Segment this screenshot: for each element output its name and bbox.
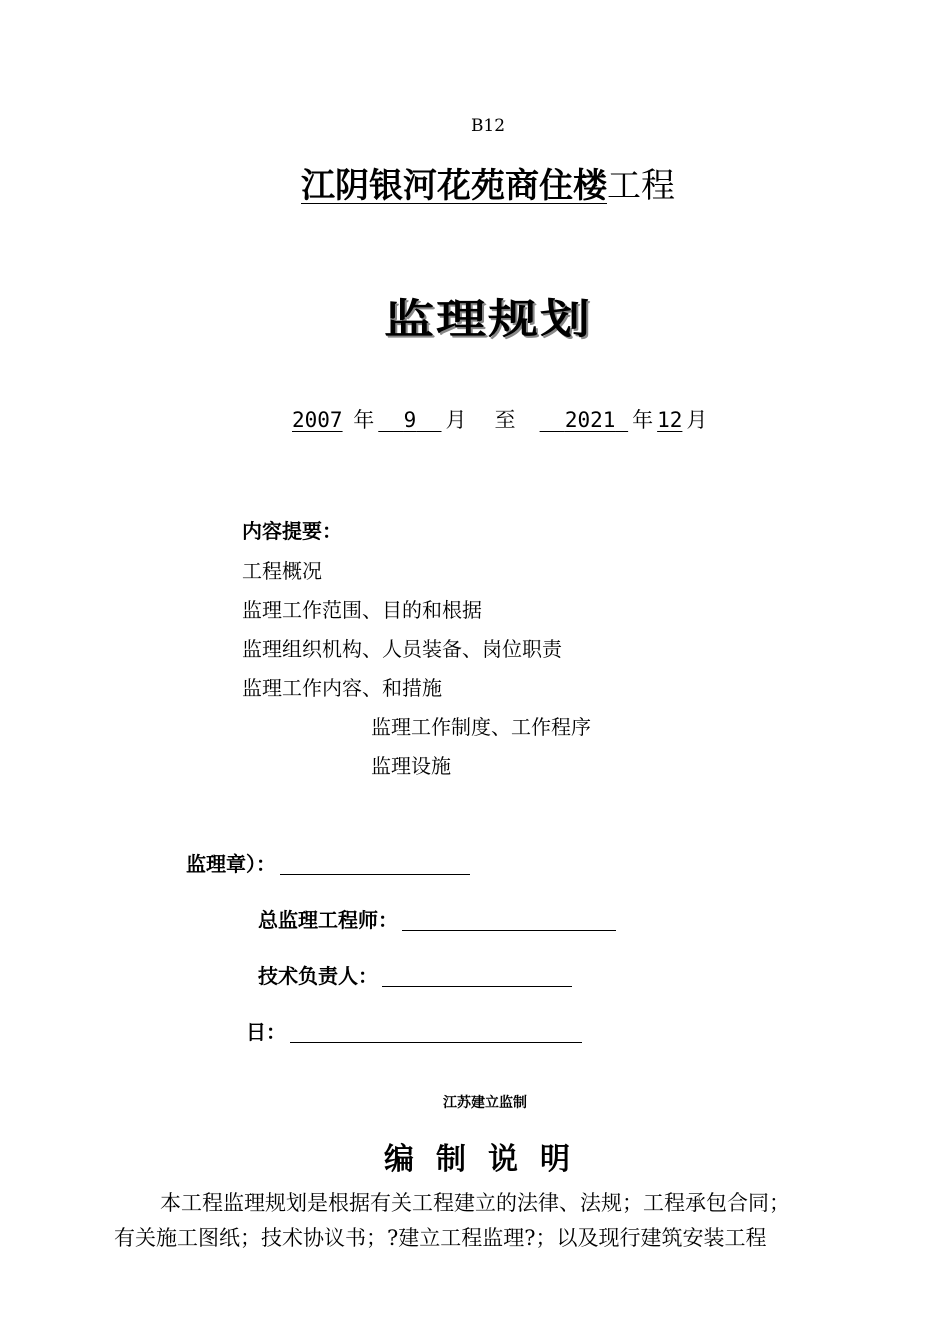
year-unit: 年: [353, 408, 375, 432]
seal-line[interactable]: [280, 854, 470, 875]
seal-label: 监理章）：: [186, 852, 276, 876]
notes-paragraph-line-2: 有关施工图纸；技术协议书；?建立工程监理?；以及现行建筑安装工程: [114, 1226, 767, 1250]
notes-title: 编制说明: [384, 1142, 592, 1177]
start-month: 9: [403, 408, 417, 432]
summary-item: 监理工作范围、目的和根据: [242, 598, 482, 622]
tech-lead-label: 技术负责人：: [258, 964, 378, 988]
summary-heading: 内容提要：: [242, 519, 342, 543]
start-year: 2007: [292, 408, 343, 432]
project-title: [0, 158, 950, 207]
project-suffix: 工程: [607, 166, 675, 206]
chief-engineer-row: [258, 904, 616, 933]
summary-item: 监理设施: [371, 754, 451, 778]
end-year: 2021: [564, 408, 616, 432]
tech-lead-row: [258, 960, 572, 989]
date-row: [246, 1016, 582, 1045]
project-name: 江阴银河花苑商住楼: [301, 166, 607, 206]
plan-title: 监理规划: [384, 295, 592, 344]
date-label: 日：: [246, 1020, 286, 1044]
tech-lead-line[interactable]: [382, 966, 572, 987]
summary-item: 监理组织机构、人员装备、岗位职责: [242, 637, 562, 661]
chief-engineer-label: 总监理工程师：: [258, 908, 398, 932]
period-line: [292, 404, 711, 434]
summary-item: 工程概况: [242, 559, 322, 583]
summary-item: 监理工作内容、和措施: [242, 676, 442, 700]
year-unit-2: 年: [632, 408, 654, 432]
end-month: 12: [657, 408, 683, 432]
organization: 江苏建立监制: [443, 1095, 527, 1111]
notes-paragraph-line-1: 本工程监理规划是根据有关工程建立的法律、法规；工程承包合同；: [160, 1191, 790, 1215]
month-unit: 月: [445, 408, 467, 432]
month-unit-2: 月: [686, 408, 708, 432]
chief-engineer-line[interactable]: [402, 910, 616, 931]
document-code: B12: [470, 116, 506, 136]
period-to: 至: [494, 408, 516, 432]
seal-row: [186, 848, 470, 877]
date-line[interactable]: [290, 1022, 582, 1043]
summary-item: 监理工作制度、工作程序: [371, 715, 591, 739]
